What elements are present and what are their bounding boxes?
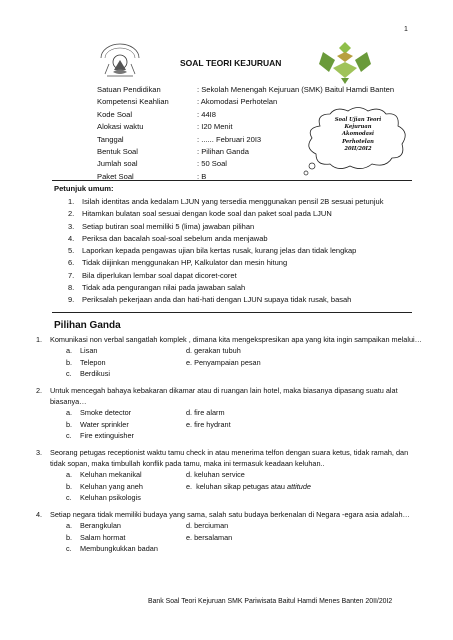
document-title: SOAL TEORI KEJURUAN (180, 58, 282, 68)
instructions-list (68, 196, 383, 307)
info-label: Satuan Pendidikan (97, 85, 161, 94)
item-number: 6. (68, 258, 75, 268)
item-number: 1. (68, 197, 75, 206)
list-item (68, 270, 383, 282)
option-text: e. fire hydrant (186, 419, 231, 429)
option-letter: b. (66, 357, 73, 367)
option-text: e. Penyampaian pesan (186, 357, 261, 367)
question-number: 4. (36, 509, 43, 519)
item-number: 7. (68, 270, 75, 280)
question-text: Seorang petugas receptionist waktu tamu check in atau menerima telfon dengan suara ketus, tidak ramah, dan tidak sopan, maka timbullah konflik pada tamu, maka ini termasuk keadaan keluhan.. (50, 447, 409, 469)
info-label: Jumlah soal (97, 159, 138, 169)
option-text: Telepon (80, 357, 106, 367)
instructions-title: Petunjuk umum: (54, 184, 114, 193)
info-value: : B (197, 171, 207, 181)
item-text: Isilah identitas anda kedalam LJUN yang tersedia menggunakan pensil 2B sesuai petunjuk (82, 197, 384, 206)
question-text: Komunikasi non verbal sangatlah komplek , dimana kita mengekspresikan apa yang kita ingin sampaikan melalui… (50, 335, 422, 344)
page-footer: Bank Soal Teori Kejuruan SMK Pariwisata Baitul Hamdi Menes Banten 20II/20I2 (148, 598, 393, 605)
divider (52, 312, 412, 313)
divider (52, 180, 412, 181)
option-text: Membungkukkan badan (80, 543, 158, 553)
info-value: : 50 Soal (197, 159, 227, 169)
options (66, 520, 424, 554)
cloud-line: Perhotelan (342, 138, 374, 145)
option-letter: b. (66, 419, 73, 429)
info-label: Alokasi waktu (97, 122, 144, 132)
item-number: 2. (68, 209, 75, 219)
info-label: Bentuk Soal (97, 147, 138, 157)
question-number: 1. (36, 335, 43, 344)
option-text: Keluhan psikologis (80, 493, 141, 503)
option-text: d. keluhan service (186, 470, 245, 480)
page-number: 1 (404, 26, 408, 33)
tut-wuri-handayani-logo (95, 40, 145, 80)
item-number: 9. (68, 295, 75, 305)
option-text: Berangkulan (80, 521, 121, 531)
info-value: : ...... Februari 20I3 (197, 134, 262, 144)
option-text: e. bersalaman (186, 532, 233, 542)
item-text: Bila diperlukan lembar soal dapat dicoret-coret (82, 270, 237, 280)
option-text: Smoke detector (80, 408, 132, 418)
option-text: Keluhan mekanikal (80, 470, 142, 480)
item-number: 8. (68, 283, 75, 293)
options (66, 469, 424, 503)
question-number: 3. (36, 447, 43, 457)
info-label: Paket Soal (97, 171, 134, 181)
option-letter: c. (66, 493, 72, 503)
option-text: d. fire alarm (186, 408, 225, 418)
cloud-line: 20II/20I2 (344, 145, 372, 152)
option-letter: a. (66, 470, 73, 480)
item-text: Hitamkan bulatan soal sesuai dengan kode soal dan paket soal pada LJUN (82, 209, 332, 219)
question-text: Untuk mencegah bahaya kebakaran dikamar atau di ruangan lain hotel, maka biasanya dipasang suatu alat biasanya… (50, 385, 398, 407)
question-text: Setiap negara tidak memiliki budaya yang sama, salah satu budaya berkenalan di Negara -egara asia adalah… (50, 509, 410, 519)
list-item (68, 245, 383, 257)
option-letter: b. (66, 481, 73, 491)
cloud-line: Kejuruan (344, 124, 372, 131)
question (36, 334, 424, 380)
info-value: : Sekolah Menengah Kejuruan (SMK) Baitul Hamdi Banten (197, 85, 395, 94)
cloud-line: Soal Ujian Teori (334, 117, 382, 123)
item-text: Tidak ada pengurangan nilai pada jawaban salah (82, 283, 246, 293)
option-text: d. berciuman (186, 521, 229, 531)
option-letter: c. (66, 431, 72, 441)
option-letter: c. (66, 369, 72, 379)
info-value: : Akomodasi Perhotelan (197, 97, 278, 107)
option-letter: c. (66, 543, 72, 553)
option-text: e. keluhan sikap petugas atau (186, 481, 288, 491)
list-item (68, 257, 383, 269)
option-text: Fire extinguisher (80, 431, 134, 441)
item-number: 5. (68, 246, 75, 256)
options (66, 407, 424, 441)
item-text: Laporkan kepada pengawas ujian bila kertas rusak, kurang jelas dan tidak lengkap (82, 246, 357, 256)
option-text: Water sprinkler (80, 419, 129, 429)
list-item (68, 233, 383, 245)
option-text-italic: attitude (287, 481, 311, 491)
option-text: Keluhan yang aneh (80, 481, 143, 491)
cloud-line: Akomodasi (342, 131, 374, 138)
option-letter: a. (66, 346, 73, 356)
option-text: Berdikusi (80, 369, 111, 379)
list-item (68, 282, 383, 294)
info-label: Kode Soal (97, 109, 133, 119)
question (36, 509, 424, 555)
list-item (68, 196, 383, 208)
options (66, 345, 424, 379)
info-label: Tanggal (97, 134, 124, 144)
option-text: d. gerakan tubuh (186, 346, 241, 356)
option-text: Lisan (80, 346, 98, 356)
school-logo (315, 38, 375, 88)
info-value: : Pilihan Ganda (197, 147, 249, 157)
cloud-callout-text (312, 117, 404, 153)
question-list (36, 334, 424, 559)
option-letter: a. (66, 521, 73, 531)
list-item (68, 208, 383, 220)
option-letter: b. (66, 532, 73, 542)
list-item (68, 221, 383, 233)
item-text: Tidak diijinkan menggunakan HP, Kalkulator dan mesin hitung (82, 258, 288, 268)
info-label: Kompetensi Keahlian (97, 97, 169, 107)
question (36, 447, 424, 504)
info-row (97, 84, 394, 96)
item-number: 4. (68, 233, 75, 243)
option-letter: a. (66, 408, 73, 418)
info-value: : I20 Menit (197, 122, 233, 132)
question (36, 385, 424, 442)
item-text: Periksalah pekerjaan anda dan hati-hati dengan LJUN supaya tidak rusak, basah (82, 295, 352, 305)
info-value: : 44I8 (197, 109, 216, 119)
item-text: Setiap butiran soal memiliki 5 (lima) jawaban pilihan (82, 221, 255, 231)
item-number: 3. (68, 221, 75, 231)
question-number: 2. (36, 385, 43, 395)
item-text: Periksa dan bacalah soal-soal sebelum anda menjawab (82, 233, 268, 243)
list-item (68, 294, 383, 306)
option-text: Salam hormat (80, 532, 126, 542)
section-title: Pilihan Ganda (54, 320, 121, 331)
